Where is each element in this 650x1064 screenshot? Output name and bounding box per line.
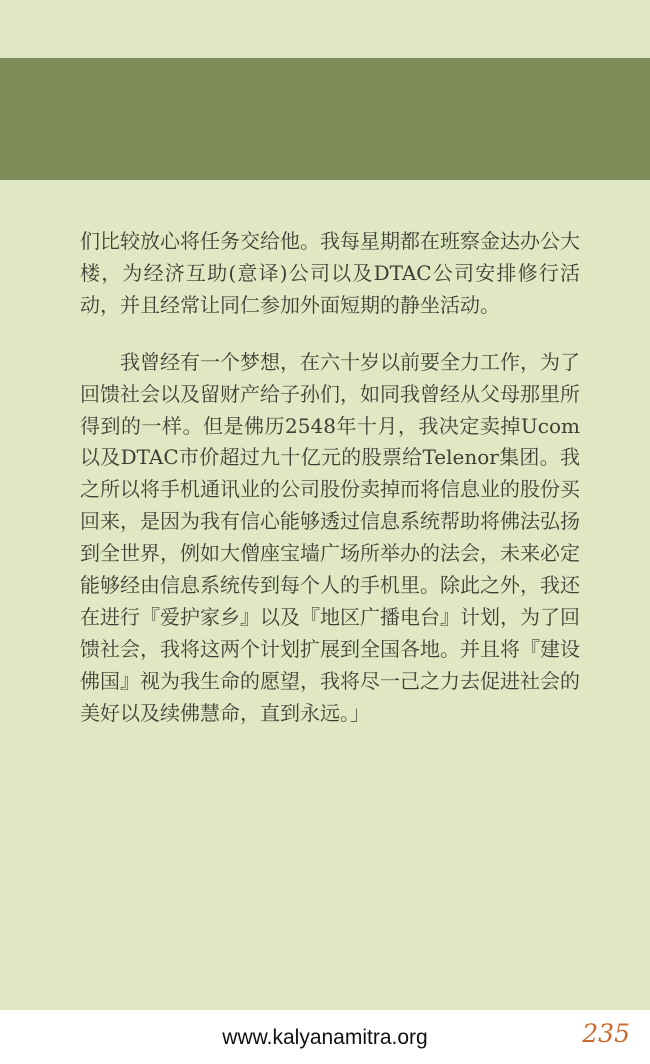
page-number: 235 [582,1019,630,1048]
website-url: www.kalyanamitra.org [222,1026,428,1049]
paragraph-1: 们比较放心将任务交给他。我每星期都在班察金达办公大楼，为经济互助(意译)公司以及DTAC公司安排修行活动，并且经常让同仁参加外面短期的静坐活动。 [80,229,580,317]
body-text [80,226,580,730]
header-band [0,58,650,180]
paragraph-2: 我曾经有一个梦想，在六十岁以前要全力工作，为了回馈社会以及留财产给子孙们，如同我曾经从父母那里所得到的一样。但是佛历2548年十月，我决定卖掉Ucom以及DTAC市价超过九十亿元的股票给Telenor集团。我之所以将手机通讯业的公司股份卖掉而将信息业的股份买回来，是因为我有信心能够透过信息系统帮助将佛法弘扬到全世界，例如大僧座宝墙广场所举办的法会，未来必定能够经由信息系统传到每个人的手机里。除此之外，我还在进行『爱护家乡』以及『地区广播电台』计划，为了回馈社会，我将这两个计划扩展到全国各地。并且将『建设佛国』视为我生命的愿望，我将尽一己之力去促进社会的美好以及续佛慧命，直到永远。」 [80,349,580,725]
